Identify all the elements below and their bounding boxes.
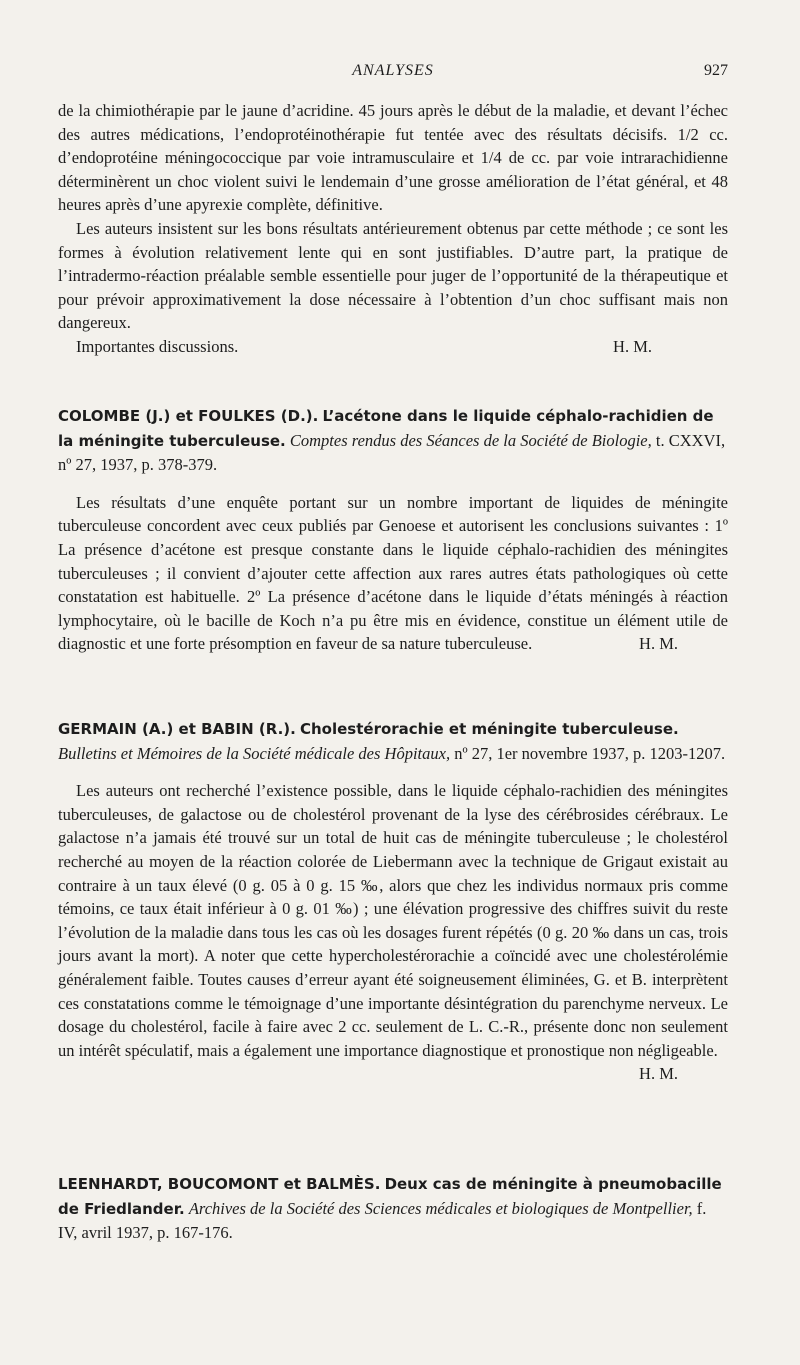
- signature: H. M.: [639, 634, 678, 654]
- reference: [58, 1172, 728, 1245]
- paragraph: Les auteurs insistent sur les bons résultats antérieurement obtenus par cette méthode ; ce sont les formes à évolution relativement lente qui en sont justifiables. D’autre part, la pratique de l’intradermo-réaction préalable semble essentielle pour juger de l’opportunité de la thérapeutique et pour prévoir approximativement la dose nécessaire à l’obtention d’un choc suffisant mais non dangereux.: [58, 218, 728, 333]
- authors: GERMAIN (A.) et BABIN (R.).: [58, 720, 296, 738]
- authors: LEENHARDT, BOUCOMONT et BALMÈS.: [58, 1175, 381, 1193]
- paragraph: Importantes discussions.: [76, 336, 239, 356]
- page-number: 927: [704, 62, 728, 79]
- article-leenhardt: [58, 1172, 728, 1245]
- signature: H. M.: [639, 1064, 678, 1084]
- authors: COLOMBE (J.) et FOULKES (D.).: [58, 407, 319, 425]
- page-header: [58, 62, 728, 86]
- paragraph: de la chimiothérapie par le jaune d’acridine. 45 jours après le début de la maladie, et devant l’échec des autres médications, l’endoprotéinothérapie fut tentée avec des résultats décisifs. 1/2 cc. d’endoprotéine méningococcique par voie intramusculaire et 1/4 de cc. par voie intrarachidienne déterminèrent un choc violent suivi le lendemain d’une grosse amélioration de l’état général, et 48 heures après d’une apyrexie complète, définitive.: [58, 101, 728, 215]
- continued-abstract: [58, 99, 728, 359]
- article-colombe: [58, 404, 728, 656]
- citation: nº 27, 1er novembre 1937, p. 1203-1207.: [454, 743, 726, 763]
- citation: t. CXXVI, nº 27, 1937, p. 378-379.: [58, 430, 726, 475]
- journal: Comptes rendus des Séances de la Société de Biologie,: [289, 430, 652, 450]
- article-germain: [58, 717, 728, 1086]
- abstract-text: Les auteurs ont recherché l’existence possible, dans le liquide céphalo-rachidien des méningites tuberculeuses, de galactose ou de cholestérol provenant de la lyse des cérébrosides cérébraux. Le galactose n’a jamais été trouvé sur un total de huit cas de méningite tuberculeuse ; le cholestérol recherché au moyen de la réaction colorée de Liebermann avec la technique de Grigaut existait au contraire à un taux élevé (0 g. 05 à 0 g. 15 ‰, alors que chez les individus normaux pris comme témoins, ce taux était inférieur à 0 g. 01 ‰) ; une élévation progressive des chiffres suivit du reste l’évolution de la maladie dans tous les cas où les dosages furent répétés (0 g. 20 ‰ dans un cas, trois jours avant la mort). A noter que cette hypercholestérorachie a coïncidé avec une cholestérolémie généralement faible. Toutes causes d’erreur ayant été soigneusement éliminées, G. et B. interprètent ces constatations comme le témoignage d’une importante désintégration du parenchyme nerveux. Le dosage du cholestérol, facile à faire avec 2 cc. seulement de L. C.-R., présente donc non seulement un intérêt spéculatif, mais a également une importance diagnostique et pronostique non négligeable.: [58, 781, 728, 1060]
- closing-line: [58, 335, 728, 359]
- abstract-body: [58, 779, 728, 1084]
- journal: Bulletins et Mémoires de la Société médicale des Hôpitaux,: [58, 743, 451, 763]
- running-title: ANALYSES: [352, 62, 434, 79]
- article-title: L’acétone dans le liquide céphalo-rachidien de la méningite tuberculeuse.: [58, 407, 714, 450]
- abstract-body: [58, 491, 728, 656]
- signature: H. M.: [613, 336, 652, 356]
- citation: f. IV, avril 1937, p. 167-176.: [58, 1198, 707, 1243]
- reference: [58, 717, 728, 765]
- journal: Archives de la Société des Sciences médicales et biologiques de Montpellier,: [188, 1198, 693, 1218]
- reference: [58, 404, 728, 477]
- article-title: Deux cas de méningite à pneumobacille de Friedlander.: [58, 1175, 722, 1218]
- article-title: Cholestérorachie et méningite tuberculeuse.: [299, 720, 679, 738]
- abstract-text: Les résultats d’une enquête portant sur un nombre important de liquides de méningite tuberculeuse concordent avec ceux publiés par Genoese et autorisent les conclusions suivantes : 1º La présence d’acétone est presque constante dans le liquide céphalo-rachidien des méningites tuberculeuses ; il convient d’ajouter cette affection aux rares autres états pathologiques où cette constatation est habituelle. 2º La présence d’acétone dans le liquide d’états méningés à réaction lymphocytaire, où le bacille de Koch n’a pu être mis en évidence, constitue un élément utile de diagnostic et une forte présomption en faveur de sa nature tuberculeuse.: [58, 492, 728, 654]
